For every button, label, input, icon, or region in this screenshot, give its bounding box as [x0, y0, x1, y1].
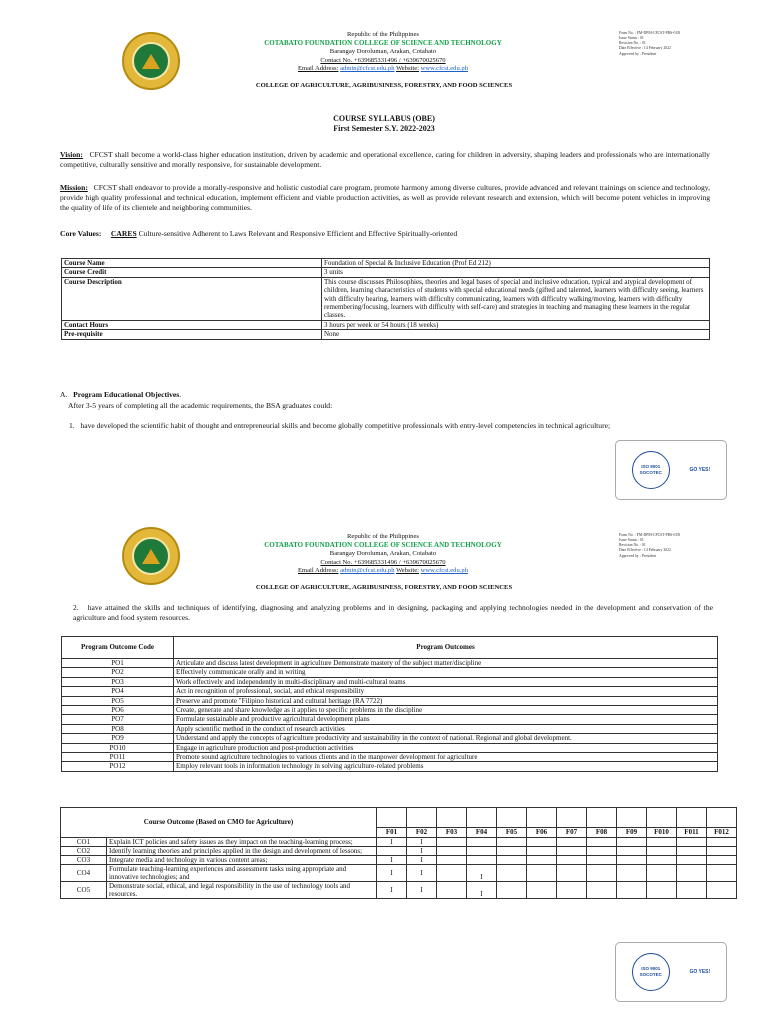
co-mark [437, 838, 467, 847]
co-mark [617, 838, 647, 847]
co-mark [617, 847, 647, 856]
co-empty-header [707, 808, 737, 828]
co-code: CO4 [61, 865, 107, 882]
table-row [62, 687, 718, 696]
co-mark: I [407, 847, 437, 856]
table-row [62, 715, 718, 724]
college-name-2: COLLEGE OF AGRICULTURE, AGRIBUSINESS, FORESTRY, AND FOOD SCIENCES [255, 584, 513, 591]
course-info-table [61, 258, 710, 340]
syllabus-title: COURSE SYLLABUS (OBE) [333, 114, 435, 123]
co-empty-header [527, 808, 557, 828]
po-text: Apply scientific method in the conduct of research activities [174, 724, 718, 733]
table-row [62, 659, 718, 668]
co-mark [707, 847, 737, 856]
co-mark [467, 838, 497, 847]
co-empty-header [497, 808, 527, 828]
co-mark: I [467, 882, 497, 899]
po-text: Formulate sustainable and productive agricultural development plans [174, 715, 718, 724]
co-header-row [61, 808, 737, 828]
co-mark [677, 882, 707, 899]
co-mark [647, 882, 677, 899]
co-text: Formulate teaching-learning experiences and assessment tasks using appropriate and innovative technologies; and [107, 865, 377, 882]
co-mark [497, 865, 527, 882]
peo-intro: After 3-5 years of completing all the academic requirements, the BSA graduates could: [68, 401, 333, 410]
co-empty-header [587, 808, 617, 828]
college-seal-2 [122, 527, 180, 585]
co-mark [707, 838, 737, 847]
co-mark [527, 847, 557, 856]
po-code: PO7 [62, 715, 174, 724]
co-mark [557, 882, 587, 899]
table-row [62, 743, 718, 752]
course-info-row [62, 277, 710, 320]
vision: Vision: CFCST shall become a world-class higher education institution, driven by academic and operational excellence, caring for children in adversity, shaping leaders and professionals who are internationally competitive, culturally sensitive and morally responsive, for sustainable development. [60, 150, 710, 170]
po-code: PO12 [62, 762, 174, 771]
co-mark [677, 838, 707, 847]
po-code: PO4 [62, 687, 174, 696]
po-text: Create, generate and share knowledge as it applies to specific problems in the discipline [174, 705, 718, 714]
co-mark: I [407, 856, 437, 865]
course-info-row [62, 259, 710, 268]
co-mark [527, 882, 557, 899]
peo-heading: A. Program Educational Objectives. [60, 390, 182, 399]
co-mark [467, 847, 497, 856]
course-info-key: Course Name [62, 259, 322, 268]
co-code: CO5 [61, 882, 107, 899]
co-empty-header [557, 808, 587, 828]
table-row [61, 838, 737, 847]
course-info-value: 3 units [322, 268, 710, 277]
po-code: PO2 [62, 668, 174, 677]
co-mark [647, 865, 677, 882]
po-code: PO5 [62, 696, 174, 705]
co-mark [527, 838, 557, 847]
po-text: Promote sound agriculture technologies to various clients and in the manpower development for agriculture [174, 752, 718, 761]
peo-item-1: 1. have developed the scientific habit of thought and entrepreneurial skills and become globally competitive professionals with entry-level competencies in technical agriculture; [69, 421, 611, 430]
co-mark: I [467, 865, 497, 882]
co-mark [527, 865, 557, 882]
course-info-row [62, 268, 710, 277]
course-info-row [62, 330, 710, 339]
course-info-key: Contact Hours [62, 320, 322, 329]
co-mark: I [407, 838, 437, 847]
co-mark [497, 882, 527, 899]
mission: Mission: CFCST shall endeavor to provide a morally-responsive and holistic custodial care program, promote harmony among diverse cultures, provide advanced and relevant trainings on science and technology, provide high quality professional and technical education, implement efficient and viable production activities, as well as provide relevant research and extension, which will become potent vehicles in improving the quality of life of its clientele and neighboring communities. [60, 183, 710, 213]
course-info-value: Foundation of Special & Inclusive Education (Prof Ed 212) [322, 259, 710, 268]
co-text: Demonstrate social, ethical, and legal responsibility in the use of technology tools and resources. [107, 882, 377, 899]
po-code: PO8 [62, 724, 174, 733]
email-link[interactable]: admin@cfcst.edu.ph [340, 65, 395, 73]
semester: First Semester S.Y. 2022-2023 [333, 124, 435, 133]
po-code: PO1 [62, 659, 174, 668]
co-col-header: F03 [437, 828, 467, 838]
co-mark [707, 856, 737, 865]
co-mark [617, 865, 647, 882]
co-mark [437, 847, 467, 856]
co-col-header: F08 [587, 828, 617, 838]
co-mark: I [407, 865, 437, 882]
co-mark [497, 847, 527, 856]
course-info-value: This course discusses Philosophies, theories and legal bases of special and inclusive education, typical and atypical development of children, learning characteristics of students with special educational needs (gifted and talented, learners with difficulty seeing, learners with difficulty hearing, learners with difficulty communicating, learners with difficulty walking/moving, learners with difficulty remembering/focusing, learners with difficulty with self-care) and strategies in teaching and managing these learners in the regular classes. [322, 277, 710, 320]
table-row [62, 668, 718, 677]
co-mark: I [377, 882, 407, 899]
socotec-stamp: ISO 9001 SOCOTEC GO YES! [615, 440, 727, 500]
co-code: CO1 [61, 838, 107, 847]
po-text: Preserve and promote "Filipino historical and cultural heritage (RA 7722) [174, 696, 718, 705]
co-mark [497, 838, 527, 847]
co-mark: I [377, 856, 407, 865]
co-empty-header [617, 808, 647, 828]
co-text: Identify learning theories and principles applied in the design and development of lessons; [107, 847, 377, 856]
email-link[interactable]: admin@cfcst.edu.ph [340, 567, 395, 575]
college-name: COLLEGE OF AGRICULTURE, AGRIBUSINESS, FORESTRY, AND FOOD SCIENCES [255, 82, 513, 89]
co-mark [647, 847, 677, 856]
school-name: COTABATO FOUNDATION COLLEGE OF SCIENCE AND TECHNOLOGY [264, 39, 502, 48]
co-empty-header [467, 808, 497, 828]
co-col-header: F012 [707, 828, 737, 838]
course-info-key: Course Credit [62, 268, 322, 277]
po-text: Work effectively and independently in multi-disciplinary and multi-cultural teams [174, 677, 718, 686]
address-line: Barangay Doroluman, Arakan, Cotabato [329, 48, 437, 56]
contact-line: Contact No. +639685331496 / +639670025670 [320, 56, 446, 64]
co-mark [467, 856, 497, 865]
website-link[interactable]: www.cfcst.edu.ph [420, 65, 469, 73]
co-mark [707, 865, 737, 882]
seal-emblem-icon [132, 42, 170, 80]
co-code: CO3 [61, 856, 107, 865]
co-mark [557, 847, 587, 856]
co-empty-header [437, 808, 467, 828]
po-code: PO3 [62, 677, 174, 686]
country-line: Republic of the Philippines [347, 31, 419, 38]
co-empty-header [647, 808, 677, 828]
po-code: PO9 [62, 734, 174, 743]
co-col-header: F01 [377, 828, 407, 838]
course-info-value: 3 hours per week or 54 hours (18 weeks) [322, 320, 710, 329]
course-info-key: Course Description [62, 277, 322, 320]
co-mark [677, 865, 707, 882]
co-mark: I [377, 865, 407, 882]
po-code: PO10 [62, 743, 174, 752]
co-empty-header [377, 808, 407, 828]
course-info-value: None [322, 330, 710, 339]
col-po-outcome: Program Outcomes [174, 637, 718, 659]
table-row [61, 865, 737, 882]
seal-emblem-icon [132, 537, 170, 575]
co-mark [587, 882, 617, 899]
co-empty-header [407, 808, 437, 828]
po-text: Act in recognition of professional, social, and ethical responsibility [174, 687, 718, 696]
course-outcome-table [60, 807, 737, 899]
form-info-2: Form No. : FM-DPM-CFCST-PRS-01B Issue Status : 01 Revision No. : 01 Date Effective : 14 February 2022 Approved by : President [619, 533, 680, 558]
certification-icon: ISO 9001 SOCOTEC [632, 451, 670, 489]
co-mark [647, 856, 677, 865]
po-text: Employ relevant tools in information technology in solving agriculture-related problems [174, 762, 718, 771]
table-row [61, 847, 737, 856]
co-mark [677, 856, 707, 865]
co-mark [527, 856, 557, 865]
co-text: Explain ICT policies and safety issues as they impact on the teaching-learning process; [107, 838, 377, 847]
co-mark [587, 856, 617, 865]
co-mark: I [407, 882, 437, 899]
table-row [62, 752, 718, 761]
co-mark [557, 856, 587, 865]
co-mark [557, 865, 587, 882]
po-text: Understand and apply the concepts of agriculture productivity and sustainability in the context of national. Regional and global development. [174, 734, 718, 743]
co-mark [437, 865, 467, 882]
po-code: PO11 [62, 752, 174, 761]
certification-icon: ISO 9001 SOCOTEC [632, 953, 670, 991]
co-mark [557, 838, 587, 847]
table-row [61, 856, 737, 865]
course-info-row [62, 320, 710, 329]
co-mark [587, 847, 617, 856]
co-col-header: F05 [497, 828, 527, 838]
co-col-header: F04 [467, 828, 497, 838]
co-mark [707, 882, 737, 899]
co-mark [677, 847, 707, 856]
table-row [62, 705, 718, 714]
co-mark [587, 865, 617, 882]
co-mark: I [377, 838, 407, 847]
co-code: CO2 [61, 847, 107, 856]
program-outcomes-table [61, 636, 718, 772]
core-values: Core Values: CARES Culture-sensitive Adherent to Laws Relevant and Responsive Efficient and Effective Spiritually-oriented [60, 229, 458, 238]
course-info-key: Pre-requisite [62, 330, 322, 339]
co-col-header: F011 [677, 828, 707, 838]
co-empty-header [677, 808, 707, 828]
col-po-code: Program Outcome Code [62, 637, 174, 659]
table-row [62, 677, 718, 686]
co-mark [617, 882, 647, 899]
letterhead [218, 31, 548, 74]
co-col-header: F02 [407, 828, 437, 838]
co-col-header: F06 [527, 828, 557, 838]
co-col-header: F010 [647, 828, 677, 838]
co-text: Integrate media and technology in various content areas; [107, 856, 377, 865]
co-mark [497, 856, 527, 865]
table-row [62, 696, 718, 705]
co-mark [587, 838, 617, 847]
co-col-header: F07 [557, 828, 587, 838]
po-code: PO6 [62, 705, 174, 714]
email-line: Email Address: admin@cfcst.edu.ph Website: www.cfcst.edu.ph [297, 65, 469, 73]
form-info: Form No. : FM-DPM-CFCST-PRS-01B Issue Status : 01 Revision No. : 01 Date Effective : 14 February 2022 Approved by : President [619, 31, 680, 56]
table-row [62, 724, 718, 733]
co-mark [377, 847, 407, 856]
letterhead-2: Republic of the Philippines COTABATO FOUNDATION COLLEGE OF SCIENCE AND TECHNOLOGY Barangay Doroluman, Arakan, Cotabato Contact No. +639685331496 / +639670025670 Email Address: admin@cfcst.edu.ph Website: www.cfcst.edu.ph [264, 533, 502, 575]
co-mark [647, 838, 677, 847]
table-row [62, 734, 718, 743]
co-mark [437, 856, 467, 865]
co-col-header: F09 [617, 828, 647, 838]
co-mark [617, 856, 647, 865]
po-text: Effectively communicate orally and in writing [174, 668, 718, 677]
co-heading: Course Outcome (Based on CMO for Agriculture) [61, 808, 377, 838]
co-mark [437, 882, 467, 899]
table-row [62, 762, 718, 771]
po-text: Articulate and discuss latest development in agriculture Demonstrate mastery of the subject matter/discipline [174, 659, 718, 668]
po-text: Engage in agriculture production and post-production activities [174, 743, 718, 752]
socotec-stamp-2: ISO 9001 SOCOTEC GO YES! [615, 942, 727, 1002]
website-link[interactable]: www.cfcst.edu.ph [420, 567, 469, 575]
table-row [61, 882, 737, 899]
peo-item-2: 2. have attained the skills and techniques of identifying, diagnosing and analyzing problems and in designing, packaging and applying technologies needed in the development and conservation of the agriculture and food system resources. [73, 603, 714, 623]
